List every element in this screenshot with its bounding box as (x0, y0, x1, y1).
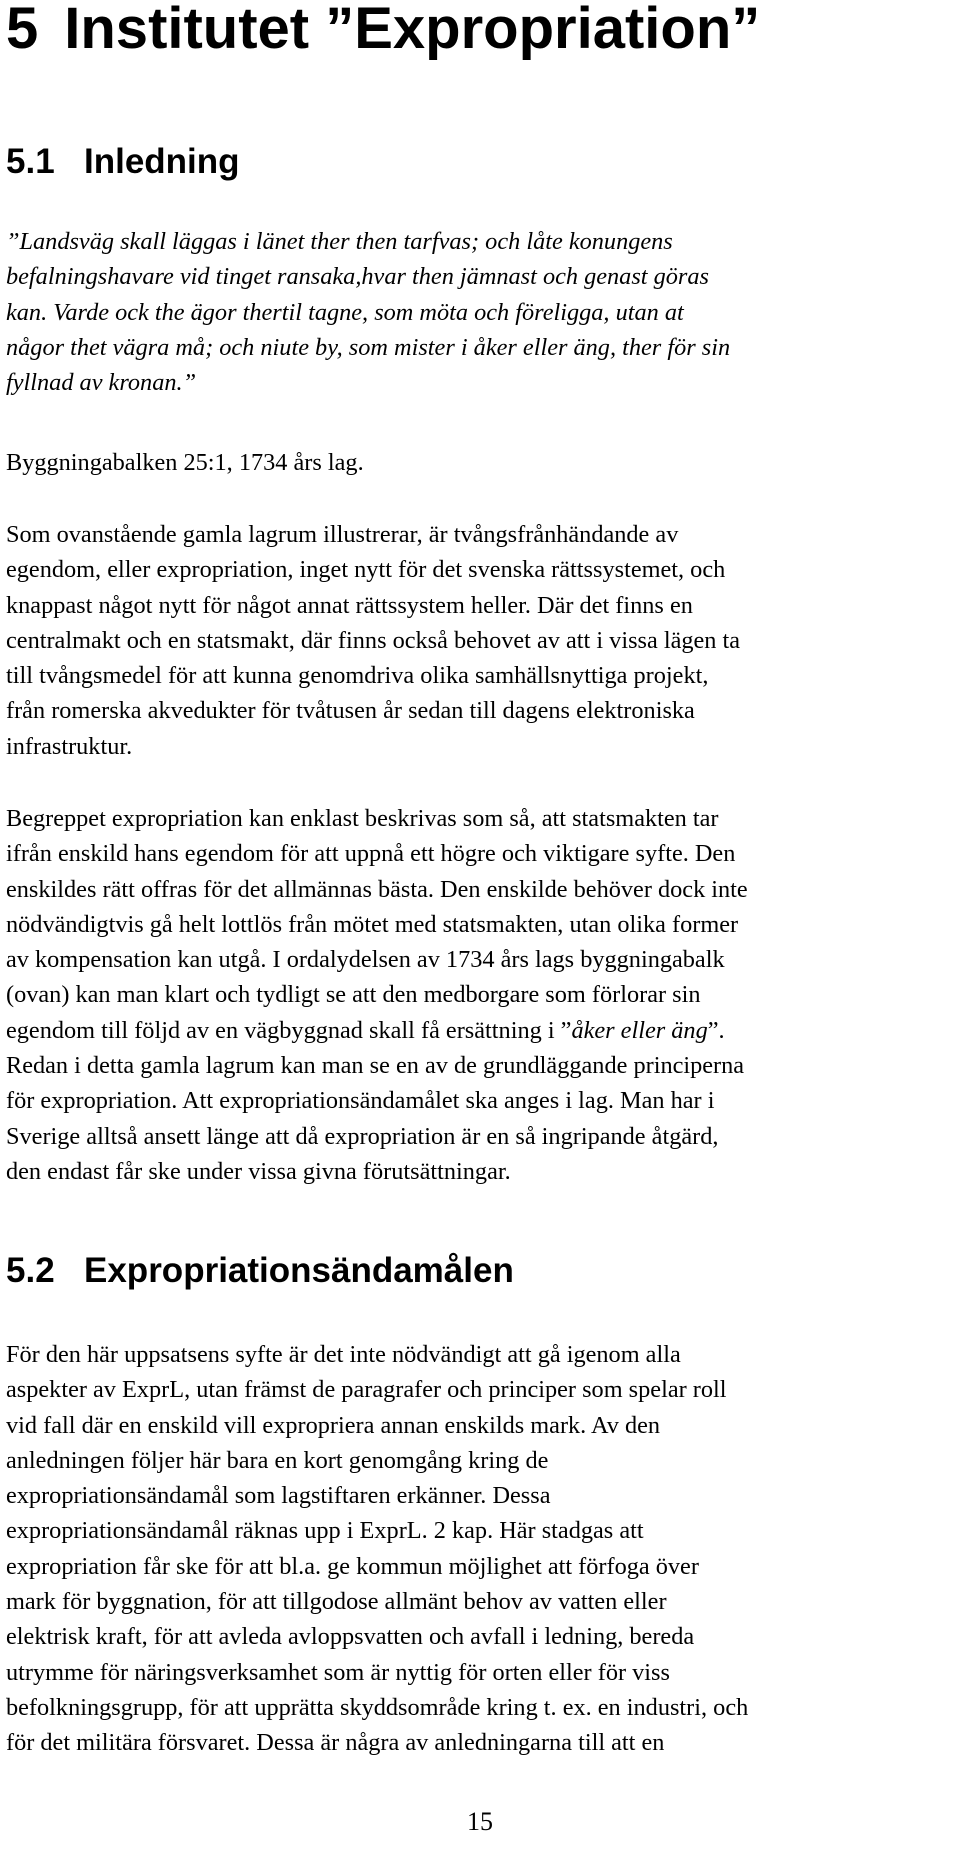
section-title: Expropriationsändamålen (84, 1251, 514, 1290)
quote-source: Byggningabalken 25:1, 1734 års lag. (6, 449, 364, 476)
paragraph-2-emphasis: åker eller äng (571, 1016, 708, 1044)
page-number: 15 (467, 1807, 493, 1836)
paragraph-2-text-before: Begreppet expropriation kan enklast beskrivas som så, att statsmakten tar ifrån enskild hans egendom för att uppnå ett högre och viktigare syfte. Den enskildes rätt offras för det allmännas bästa. Den enskilde behöver dock inte nödvändigtvis gå helt lottlös från mötet med statsmakten, utan olika former av kompensation kan utgå. I ordalydelsen av 1734 års lags byggningabalk (ovan) kan man klart och tydligt se att den medborgare som förlorar sin egendom till följd av en vägbyggnad skall få ersättning i ” (6, 805, 748, 1044)
section-heading-inledning (6, 140, 240, 184)
section-title: Inledning (84, 142, 240, 181)
section-heading-expropriationsandamalen (6, 1249, 514, 1293)
section-number: 5.2 (6, 1251, 55, 1290)
paragraph-2 (6, 801, 956, 1189)
law-quote: ”Landsväg skall läggas i länet ther then tarfvas; och låte konungens befalningshavare vid tinget ransaka,hvar then jämnast och genast göras kan. Varde ock the ägor thertil tagne, som möta och föreligga, utan at någor thet vägra må; och niute by, som mister i åker eller äng, ther för sin fyllnad av kronan.” (6, 228, 731, 397)
paragraph-1: Som ovanstående gamla lagrum illustrerar, är tvångsfrånhändande av egendom, eller expropriation, inget nytt för det svenska rättssystemet, och knappast något nytt för något annat rättssystem heller. Där det finns en centralmakt och en statsmakt, där finns också behovet av att i vissa lägen ta till tvångsmedel för att kunna genomdriva olika samhällsnyttiga projekt, från romerska akvedukter för tvåtusen år sedan till dagens elektroniska infrastruktur. (6, 521, 741, 760)
section-number: 5.1 (6, 142, 55, 181)
chapter-number: 5 (6, 0, 39, 61)
paragraph-3: För den här uppsatsens syfte är det inte nödvändigt att gå igenom alla aspekter av ExprL, utan främst de paragrafer och principer som spelar roll vid fall där en enskild vill expropriera annan enskilds mark. Av den anledningen följer här bara en kort genomgång kring de expropriationsändamål som lagstiftaren erkänner. Dessa expropriationsändamål räknas upp i ExprL. 2 kap. Här stadgas att expropriation får ske för att bl.a. ge kommun möjlighet att förfoga över mark för byggnation, för att tillgodose allmänt behov av vatten eller elektrisk kraft, för att avleda avloppsvatten och avfall i ledning, bereda utrymme för näringsverksamhet som är nyttig för orten eller för viss befolkningsgrupp, för att upprätta skyddsområde kring t. ex. en industri, och för det militära försvaret. Dessa är några av anledningarna till att en (6, 1341, 749, 1757)
chapter-title: Institutet ”Expropriation” (64, 0, 761, 61)
paragraph-2-text-after: ”. Redan i detta gamla lagrum kan man se en av de grundläggande principerna för expropriation. Att expropriationsändamålet ska anges i lag. Man har i Sverige alltså ansett länge att då expropriation är en så ingripande åtgärd, den endast får ske under vissa givna förutsättningar. (6, 1016, 745, 1185)
chapter-heading (6, 0, 760, 64)
